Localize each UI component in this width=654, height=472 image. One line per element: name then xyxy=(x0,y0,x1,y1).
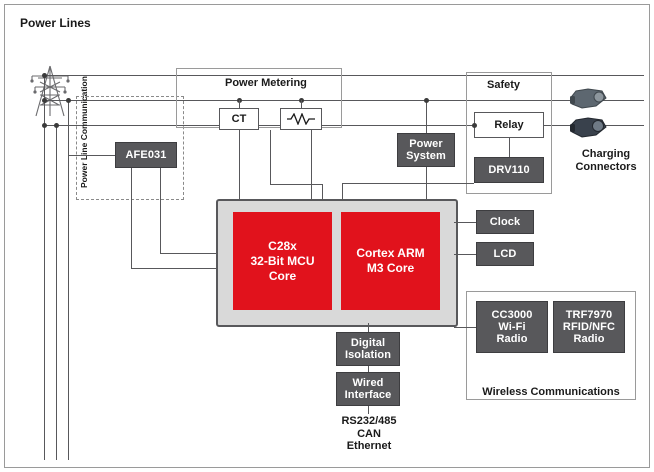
line-ct-to-mcu xyxy=(239,130,240,199)
block-afe031[interactable]: AFE031 xyxy=(115,142,177,168)
power-line-tie-a xyxy=(44,100,68,101)
line-afe031-to-mcu xyxy=(131,268,216,269)
junction-dot xyxy=(424,98,429,103)
power-line-drop-1 xyxy=(44,75,45,460)
block-cc3000-line3: Radio xyxy=(496,333,528,346)
line-mcu-to-digital-isolation xyxy=(368,323,369,332)
line-ct-stem xyxy=(239,100,240,108)
transmission-tower-icon xyxy=(18,62,82,118)
block-relay[interactable]: Relay xyxy=(474,112,544,138)
power-line-drop-3 xyxy=(68,100,69,460)
line-shunt-to-mcu xyxy=(322,184,323,199)
block-power-system-line2: System xyxy=(406,150,446,162)
charging-connector-icon-top xyxy=(566,84,610,114)
line-shunt2-to-mcu xyxy=(311,130,312,199)
caption-bus-standards xyxy=(328,415,410,453)
caption-charging-connectors-line2: Connectors xyxy=(575,160,637,173)
caption-bus-line3: Ethernet xyxy=(346,440,392,453)
block-cc3000-wifi-radio[interactable] xyxy=(476,301,548,353)
line-mcu-to-lcd xyxy=(454,254,476,255)
block-cortex-line2: M3 Core xyxy=(366,261,415,275)
block-digital-isolation-line1: Digital xyxy=(350,336,386,349)
junction-dot xyxy=(42,123,47,128)
line-drv110-to-mcu xyxy=(342,183,474,184)
line-shunt-stem xyxy=(301,100,302,108)
line-shunt-over xyxy=(270,184,322,185)
block-wired-interface[interactable] xyxy=(336,372,400,406)
power-line-drop-2 xyxy=(56,125,57,460)
line-afe031-down xyxy=(131,168,132,268)
block-trf7970-line2: RFID/NFC xyxy=(562,320,616,333)
charging-connector-icon-bottom xyxy=(566,114,610,144)
line-powerline-to-power-system xyxy=(426,100,427,133)
caption-charging-connectors xyxy=(566,148,646,173)
block-c28x-line3: Core xyxy=(268,268,297,283)
group-wireless-communications-label: Wireless Communications xyxy=(482,386,620,398)
block-clock[interactable]: Clock xyxy=(476,210,534,234)
block-lcd[interactable]: LCD xyxy=(476,242,534,266)
block-power-system-line1: Power xyxy=(409,137,443,150)
block-power-system[interactable] xyxy=(397,133,455,167)
junction-dot xyxy=(54,123,59,128)
line-wired-to-bus xyxy=(368,406,369,414)
junction-dot xyxy=(42,98,47,103)
block-trf7970-rfid-nfc-radio[interactable] xyxy=(553,301,625,353)
caption-bus-line2: CAN xyxy=(357,427,381,440)
line-afe031-down-2 xyxy=(160,168,161,253)
block-wired-interface-line2: Interface xyxy=(344,389,392,401)
block-digital-isolation-line2: Isolation xyxy=(344,349,392,361)
junction-dot xyxy=(66,98,71,103)
caption-charging-connectors-line1: Charging xyxy=(581,148,631,160)
line-afe031-to-mcu-2 xyxy=(160,253,216,254)
block-digital-isolation[interactable] xyxy=(336,332,400,366)
waveform-icon xyxy=(286,113,316,125)
block-trf7970-line3: Radio xyxy=(573,333,605,346)
block-c28x-core[interactable] xyxy=(233,212,332,310)
caption-bus-line1: RS232/485 xyxy=(341,415,397,427)
junction-dot xyxy=(472,123,477,128)
block-cc3000-line1: CC3000 xyxy=(491,308,533,321)
line-mcu-to-clock xyxy=(454,222,476,223)
junction-dot xyxy=(42,73,47,78)
block-shunt[interactable] xyxy=(280,108,322,130)
line-drv110-down xyxy=(342,183,343,199)
group-power-metering-label: Power Metering xyxy=(222,77,310,89)
line-isolation-to-wired xyxy=(368,366,369,372)
block-cc3000-line2: Wi-Fi xyxy=(498,320,526,333)
line-mcu-to-wireless xyxy=(454,327,476,328)
block-ct[interactable]: CT xyxy=(219,108,259,130)
page-title: Power Lines xyxy=(20,16,91,30)
group-power-line-communication-label: Power Line Communication xyxy=(79,76,89,188)
block-wired-interface-line1: Wired xyxy=(352,376,384,389)
block-cortex-m3-core[interactable] xyxy=(341,212,440,310)
line-relay-to-drv110 xyxy=(509,138,510,157)
block-c28x-line2: 32-Bit MCU xyxy=(250,253,315,268)
power-line-top xyxy=(44,75,644,76)
block-trf7970-line1: TRF7970 xyxy=(565,308,613,321)
block-c28x-line1: C28x xyxy=(268,238,297,253)
block-cortex-line1: Cortex ARM xyxy=(356,246,425,260)
line-shunt-down xyxy=(270,130,271,184)
block-drv110[interactable]: DRV110 xyxy=(474,157,544,183)
group-safety-label: Safety xyxy=(484,79,523,91)
line-plc-to-afe031 xyxy=(68,155,115,156)
